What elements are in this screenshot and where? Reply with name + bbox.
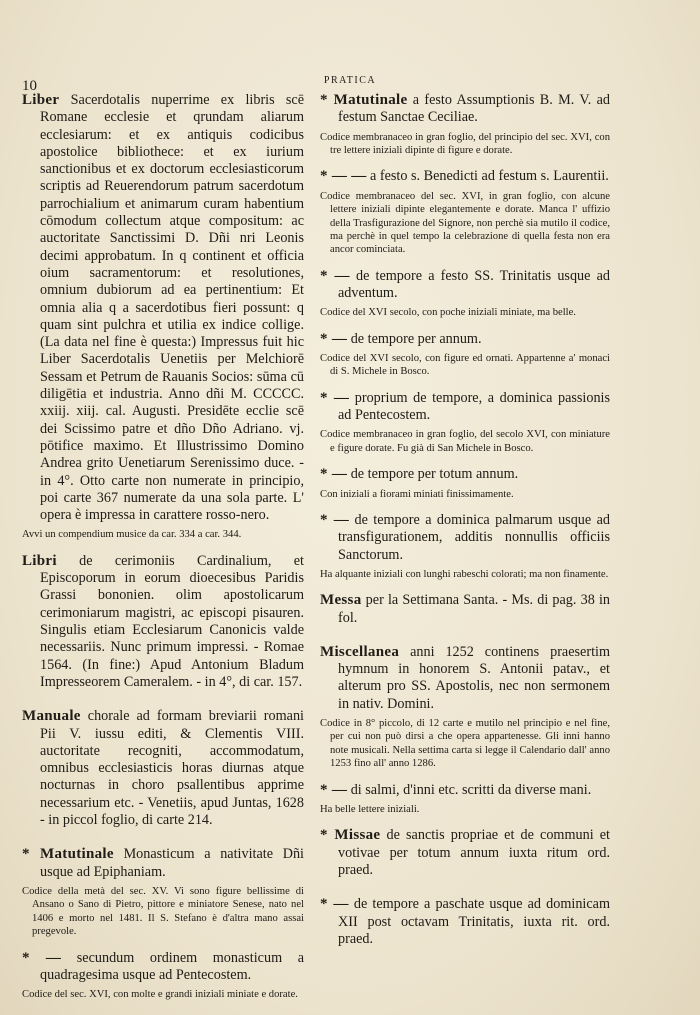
entry-paschate xyxy=(320,896,610,948)
entry-text: de tempore a dominica palmarum usque ad transfigurationem, additis nonnullis officiis Sanctorum. xyxy=(338,511,610,563)
entry-text: secundum ordinem monasticum a quadragesima usque ad Pentecostem. xyxy=(40,949,304,983)
entry-note: Con iniziali a fiorami miniati finissimamente. xyxy=(320,488,514,500)
entry-text: chorale ad formam breviarii romani Pii V. iussu editi, & Clementis VIII. auctoritate recogniti, accommodatum, omnibus ecclesiasticis horas diurnas atque nocturnas in choro psallentibus apprime necessarium etc. - Venetiis, apud Juntas, 1628 - in piccol foglio, di carte 214. xyxy=(40,708,304,828)
entry-keyword: Manuale xyxy=(22,708,81,725)
entry-main xyxy=(320,168,610,185)
entry-note: Ha belle lettere iniziali. xyxy=(320,803,420,815)
entry-proprium xyxy=(320,390,610,455)
entry-keyword: * — xyxy=(320,511,350,528)
entry-main xyxy=(320,644,610,713)
entry-totum-annum xyxy=(320,466,610,501)
running-head: PRATICA xyxy=(323,75,377,86)
entry-manuale xyxy=(22,708,304,839)
entry-liber xyxy=(22,92,304,542)
entry-text: Monasticum a nativitate Dñi usque ad Epiphaniam. xyxy=(40,846,304,880)
entry-quadragesima xyxy=(22,950,304,1002)
entry-main xyxy=(320,92,610,127)
entry-main xyxy=(320,512,610,564)
entry-keyword: * — xyxy=(320,389,350,406)
entry-main xyxy=(320,331,610,348)
entry-keyword: * Missae xyxy=(320,827,381,844)
entry-palmarum xyxy=(320,512,610,581)
entry-matutinale-nativitate xyxy=(22,846,304,938)
spacer xyxy=(320,631,610,637)
entry-miscellanea xyxy=(320,644,610,771)
entry-main xyxy=(22,92,304,524)
entry-note: Ha alquante iniziali con lunghi rabeschi colorati; ma non finamente. xyxy=(320,568,609,580)
entry-note: Codice del XVI secolo, con figure ed ornati. Appartenne a' monaci di S. Michele in Bosco. xyxy=(320,353,610,378)
entry-main xyxy=(320,390,610,425)
entry-note: Codice membranaceo del sec. XVI, in gran foglio, con alcune lettere iniziali dipinte elegantemente e dorate. Manca l' uffizio della Trasfigurazione del Signore, non perchè sia mutilo il codice, ma perchè in quel tempo la celebrazione di quella festa non era ancor cominciata. xyxy=(320,190,610,256)
spacer xyxy=(22,833,304,839)
entry-keyword: * — xyxy=(320,896,349,913)
entry-keyword: * — — xyxy=(320,168,367,185)
entry-keyword: * — xyxy=(320,267,350,284)
entry-keyword: * — xyxy=(320,781,348,798)
entry-main xyxy=(22,708,304,829)
entry-text: de tempore a paschate usque ad dominicam XII post octavam Trinitatis, iuxta rit. ord. praed. xyxy=(338,896,610,947)
entry-note: Avvi un compendium musice da car. 334 a car. 344. xyxy=(22,529,242,541)
entry-text: de cerimoniis Cardinalium, et Episcoporum in eorum dioecesibus Paridis Grassi bononien. olim apostolicarum cerimoniarum magistri, ac episcopi pisauren. Singulis etiam Ecclesiarum Canonicis valde necessariis. Nunc primum impressi. - Romae 1564. (In fine:) Apud Antonium Bladum Impresseorem Cameralem. - in 4°, di car. 157. xyxy=(40,552,304,690)
entry-main xyxy=(320,268,610,303)
entry-note: Codice in 8° piccolo, di 12 carte e mutilo nel principio e nel fine, per cui non può dirsi a che opera appartenesse. Gli inni hanno note musicali. Nella settima carta si legge il Calendario dall' anno 1253 fino all' anno 1286. xyxy=(320,718,610,770)
entry-note: Codice del XVI secolo, con poche iniziali miniate, ma belle. xyxy=(320,307,576,319)
entry-note: Codice della metà del sec. XV. Vi sono figure bellissime di Ansano o Sano di Pietro, pittore e miniatore Senese, nato nel 1406 e morto nel 1481. Il S. Stefano è d'altra mano assai pregevole. xyxy=(22,885,304,938)
entry-benedicti xyxy=(320,168,610,256)
entry-per-annum xyxy=(320,331,610,379)
right-column xyxy=(320,92,610,955)
entry-main xyxy=(320,592,610,627)
entry-text: per la Settimana Santa. - Ms. di pag. 38 in fol. xyxy=(338,592,611,626)
entry-main xyxy=(22,846,304,881)
entry-text: de tempore a festo SS. Trinitatis usque ad adventum. xyxy=(338,267,611,302)
entry-keyword: Messa xyxy=(320,592,362,609)
entry-salmi xyxy=(320,782,610,817)
entry-main xyxy=(320,466,610,483)
entry-trinitatis xyxy=(320,268,610,320)
entry-keyword: * Matutinale xyxy=(22,846,114,863)
entry-note: Codice membranaceo in gran foglio, del secolo XVI, con miniature e figure dorate. Fu già di San Michele in Bosco. xyxy=(320,429,610,454)
entry-text: anni 1252 continens praesertim hymnum in honorem S. Antonii patav., et alterum pro SS. Apostolis, nec non sermonem in nativ. Domini. xyxy=(338,643,610,712)
entry-text: di salmi, d'inni etc. scritti da diverse mani. xyxy=(350,781,592,798)
entry-note: Codice del sec. XVI, con molte e grandi iniziali miniate e dorate. xyxy=(22,989,298,1001)
page-number: 10 xyxy=(22,78,37,94)
entry-text: a festo s. Benedicti ad festum s. Laurentii. xyxy=(370,168,609,185)
entry-libri xyxy=(22,553,304,701)
entry-assumptionis xyxy=(320,92,610,157)
spacer xyxy=(320,883,610,889)
entry-note: Codice membranaceo in gran foglio, del principio del sec. XVI, con tre lettere iniziali dipinte di figure e dorate. xyxy=(320,131,610,156)
left-column xyxy=(22,92,304,1013)
entry-main xyxy=(22,950,304,985)
entry-keyword: Miscellanea xyxy=(320,643,400,660)
entry-text: proprium de tempore, a dominica passionis ad Pentecostem. xyxy=(338,389,610,424)
entry-main xyxy=(320,896,610,948)
entry-main xyxy=(320,827,610,879)
entry-keyword: * Matutinale xyxy=(320,92,408,108)
entry-keyword: Libri xyxy=(22,552,57,569)
entry-keyword: * — xyxy=(320,330,348,347)
entry-main xyxy=(22,553,304,691)
entry-main xyxy=(320,782,610,799)
entry-text: de tempore per annum. xyxy=(350,330,482,347)
entry-text: a festo Assumptionis B. M. V. ad festum Sanctae Ceciliae. xyxy=(338,92,610,126)
entry-messa xyxy=(320,592,610,637)
entry-keyword: * — xyxy=(320,466,348,483)
entry-text: de tempore per totum annum. xyxy=(350,466,519,483)
entry-text: de sanctis propriae et de communi et votivae per totum annum iuxta ritum ord. praed. xyxy=(338,827,610,878)
entry-text: Sacerdotalis nuperrime ex libris scē Romane ecclesie et qrundam aliarum ecclesiarum: et ex antiquis codicibus apostolice bibliothece: et ex iurium sanctionibus et ex doctorum ecclesiasticorum scriptis ad Reuerendorum patrum sacerdotum parrochialium et animarum curam habentium cōmodum collectum atque compositum: ac auctoritate Sanctissimi D. Dñi nri Leonis decimi approbatum. In q continent et officia oium sacramentorum: et resolutiones, omnium dubiorum ad ea pertinentium: Et omnia alia q a sacerdotibus fieri possunt: q quam sint pulchra et utilia ex indice collige. (La data nel fine è questa:) Impressus fuit hic Liber Sacerdotalis Uenetiis per Melchiorē Sessam et Petrum de Rauanis Socios: sūma cū diligētia et industria. Anno dñi M. CCCCC. xxiij. xiij. cal. Augusti. Presidēte ecclie scē dei Scissimo patre et dño Dño Adriano. vj. pōtifice maximo. Et Illustrissimo Domino Andrea grito Uenetiarum Serenissimo duce. - in 4°. Otto carte non numerate in principio, poi carte 367 numerate da una sola parte. L' opera è impressa in carattere rosso-nero. xyxy=(40,92,305,524)
spacer xyxy=(22,695,304,701)
entry-keyword: * — xyxy=(22,949,62,966)
entry-missae xyxy=(320,827,610,889)
entry-keyword: Liber xyxy=(22,92,60,108)
